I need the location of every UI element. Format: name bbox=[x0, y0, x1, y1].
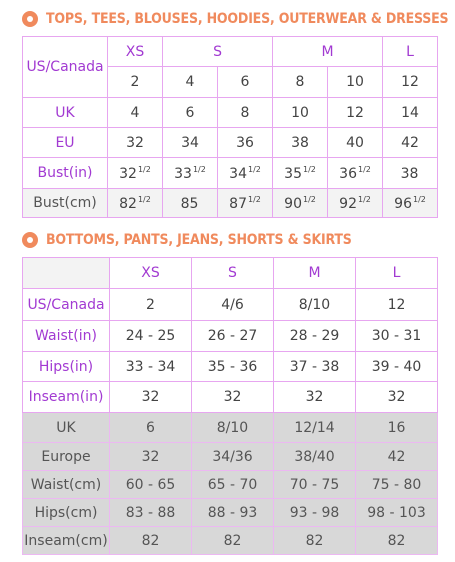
bust-in-whole: 33 bbox=[174, 165, 192, 182]
size-header-s: S bbox=[192, 258, 274, 289]
bust-in-fraction: 1/2 bbox=[137, 164, 151, 174]
bust-cm-whole: 92 bbox=[339, 195, 357, 212]
table-cell: 26 - 27 bbox=[192, 321, 274, 352]
eu-label: EU bbox=[23, 128, 108, 158]
bust-in-value bbox=[273, 158, 328, 189]
bust-in-value bbox=[383, 158, 438, 189]
bust-cm-value bbox=[383, 189, 438, 218]
table-cell: 42 bbox=[356, 443, 438, 471]
uk-value: 6 bbox=[163, 98, 218, 128]
table-cell: 37 - 38 bbox=[274, 352, 356, 382]
bust-in-whole: 36 bbox=[339, 165, 357, 182]
table-cell: 32 bbox=[356, 382, 438, 413]
tops-size-table bbox=[22, 36, 438, 218]
bust-cm-fraction: 1/2 bbox=[412, 194, 426, 204]
bust-cm-fraction: 1/2 bbox=[247, 194, 261, 204]
uk-value: 14 bbox=[383, 98, 438, 128]
bust-cm-whole: 82 bbox=[119, 195, 137, 212]
uk-value: 10 bbox=[273, 98, 328, 128]
bust-in-value bbox=[163, 158, 218, 189]
bust-in-whole: 35 bbox=[284, 165, 302, 182]
size-header-xs: XS bbox=[108, 37, 163, 67]
bust-cm-whole: 96 bbox=[394, 195, 412, 212]
bust-in-value bbox=[218, 158, 273, 189]
table-cell: 93 - 98 bbox=[274, 499, 356, 527]
hips-in-label: Hips(in) bbox=[23, 352, 110, 382]
table-cell: 83 - 88 bbox=[110, 499, 192, 527]
size-header-m: M bbox=[274, 258, 356, 289]
hips-cm-label: Hips(cm) bbox=[23, 499, 110, 527]
uk-value: 8 bbox=[218, 98, 273, 128]
table-cell: 34/36 bbox=[192, 443, 274, 471]
eu-value: 42 bbox=[383, 128, 438, 158]
bust-in-whole: 32 bbox=[119, 165, 137, 182]
table-cell: 28 - 29 bbox=[274, 321, 356, 352]
table-cell: 33 - 34 bbox=[110, 352, 192, 382]
inseam-cm-label: Inseam(cm) bbox=[23, 527, 110, 555]
bust-in-whole: 38 bbox=[400, 165, 419, 182]
uk-value: 12 bbox=[328, 98, 383, 128]
bust-cm-value bbox=[218, 189, 273, 218]
bottoms-section-header bbox=[22, 229, 352, 251]
table-cell: 12/14 bbox=[274, 413, 356, 443]
size-header-l: L bbox=[383, 37, 438, 67]
waist-in-label: Waist(in) bbox=[23, 321, 110, 352]
eu-value: 40 bbox=[328, 128, 383, 158]
table-cell: 82 bbox=[192, 527, 274, 555]
table-cell: 32 bbox=[110, 382, 192, 413]
bust-cm-value bbox=[163, 189, 218, 218]
bust-cm-fraction: 1/2 bbox=[137, 194, 151, 204]
table-cell: 82 bbox=[274, 527, 356, 555]
bust-in-fraction: 1/2 bbox=[192, 164, 206, 174]
table-cell: 4/6 bbox=[192, 289, 274, 321]
waist-cm-label: Waist(cm) bbox=[23, 471, 110, 499]
table-cell: 32 bbox=[110, 443, 192, 471]
table-cell: 88 - 93 bbox=[192, 499, 274, 527]
bust-cm-label: Bust(cm) bbox=[23, 189, 108, 218]
corner-cell bbox=[23, 258, 110, 289]
inseam-in-label: Inseam(in) bbox=[23, 382, 110, 413]
bust-in-value bbox=[328, 158, 383, 189]
bust-cm-fraction: 1/2 bbox=[357, 194, 371, 204]
bust-in-whole: 34 bbox=[229, 165, 247, 182]
table-cell: 60 - 65 bbox=[110, 471, 192, 499]
eu-value: 34 bbox=[163, 128, 218, 158]
table-cell: 75 - 80 bbox=[356, 471, 438, 499]
bust-cm-fraction: 1/2 bbox=[302, 194, 316, 204]
table-cell: 2 bbox=[110, 289, 192, 321]
us-value: 12 bbox=[383, 67, 438, 98]
table-cell: 16 bbox=[356, 413, 438, 443]
table-cell: 30 - 31 bbox=[356, 321, 438, 352]
size-header-s: S bbox=[163, 37, 273, 67]
table-cell: 70 - 75 bbox=[274, 471, 356, 499]
bust-cm-value bbox=[108, 189, 163, 218]
circle-bullet-icon bbox=[22, 232, 38, 248]
table-cell: 32 bbox=[274, 382, 356, 413]
bust-in-fraction: 1/2 bbox=[357, 164, 371, 174]
us-value: 4 bbox=[163, 67, 218, 98]
table-cell: 39 - 40 bbox=[356, 352, 438, 382]
bust-cm-whole: 90 bbox=[284, 195, 302, 212]
bust-cm-whole: 85 bbox=[180, 195, 199, 212]
eu-value: 36 bbox=[218, 128, 273, 158]
us-canada-label: US/Canada bbox=[23, 289, 110, 321]
us-canada-label: US/Canada bbox=[23, 37, 108, 98]
tops-section-header bbox=[22, 8, 448, 30]
table-cell: 35 - 36 bbox=[192, 352, 274, 382]
bottoms-section-title: BOTTOMS, PANTS, JEANS, SHORTS & SKIRTS bbox=[46, 232, 352, 248]
europe-label: Europe bbox=[23, 443, 110, 471]
uk-label: UK bbox=[23, 413, 110, 443]
table-cell: 82 bbox=[110, 527, 192, 555]
us-value: 10 bbox=[328, 67, 383, 98]
size-header-l: L bbox=[356, 258, 438, 289]
bust-in-value bbox=[108, 158, 163, 189]
bust-in-fraction: 1/2 bbox=[302, 164, 316, 174]
circle-bullet-icon bbox=[22, 11, 38, 27]
bust-cm-value bbox=[328, 189, 383, 218]
us-value: 2 bbox=[108, 67, 163, 98]
uk-value: 4 bbox=[108, 98, 163, 128]
eu-value: 32 bbox=[108, 128, 163, 158]
table-cell: 38/40 bbox=[274, 443, 356, 471]
bust-cm-whole: 87 bbox=[229, 195, 247, 212]
bust-in-fraction: 1/2 bbox=[247, 164, 261, 174]
uk-label: UK bbox=[23, 98, 108, 128]
us-value: 8 bbox=[273, 67, 328, 98]
tops-section-title: TOPS, TEES, BLOUSES, HOODIES, OUTERWEAR & DRESSES bbox=[46, 11, 449, 27]
bottoms-size-table bbox=[22, 257, 438, 555]
table-cell: 6 bbox=[110, 413, 192, 443]
table-cell: 8/10 bbox=[274, 289, 356, 321]
table-cell: 24 - 25 bbox=[110, 321, 192, 352]
us-value: 6 bbox=[218, 67, 273, 98]
size-header-m: M bbox=[273, 37, 383, 67]
table-cell: 32 bbox=[192, 382, 274, 413]
table-cell: 8/10 bbox=[192, 413, 274, 443]
bust-cm-value bbox=[273, 189, 328, 218]
table-cell: 12 bbox=[356, 289, 438, 321]
table-cell: 98 - 103 bbox=[356, 499, 438, 527]
table-cell: 82 bbox=[356, 527, 438, 555]
bust-in-label: Bust(in) bbox=[23, 158, 108, 189]
eu-value: 38 bbox=[273, 128, 328, 158]
table-cell: 65 - 70 bbox=[192, 471, 274, 499]
size-header-xs: XS bbox=[110, 258, 192, 289]
